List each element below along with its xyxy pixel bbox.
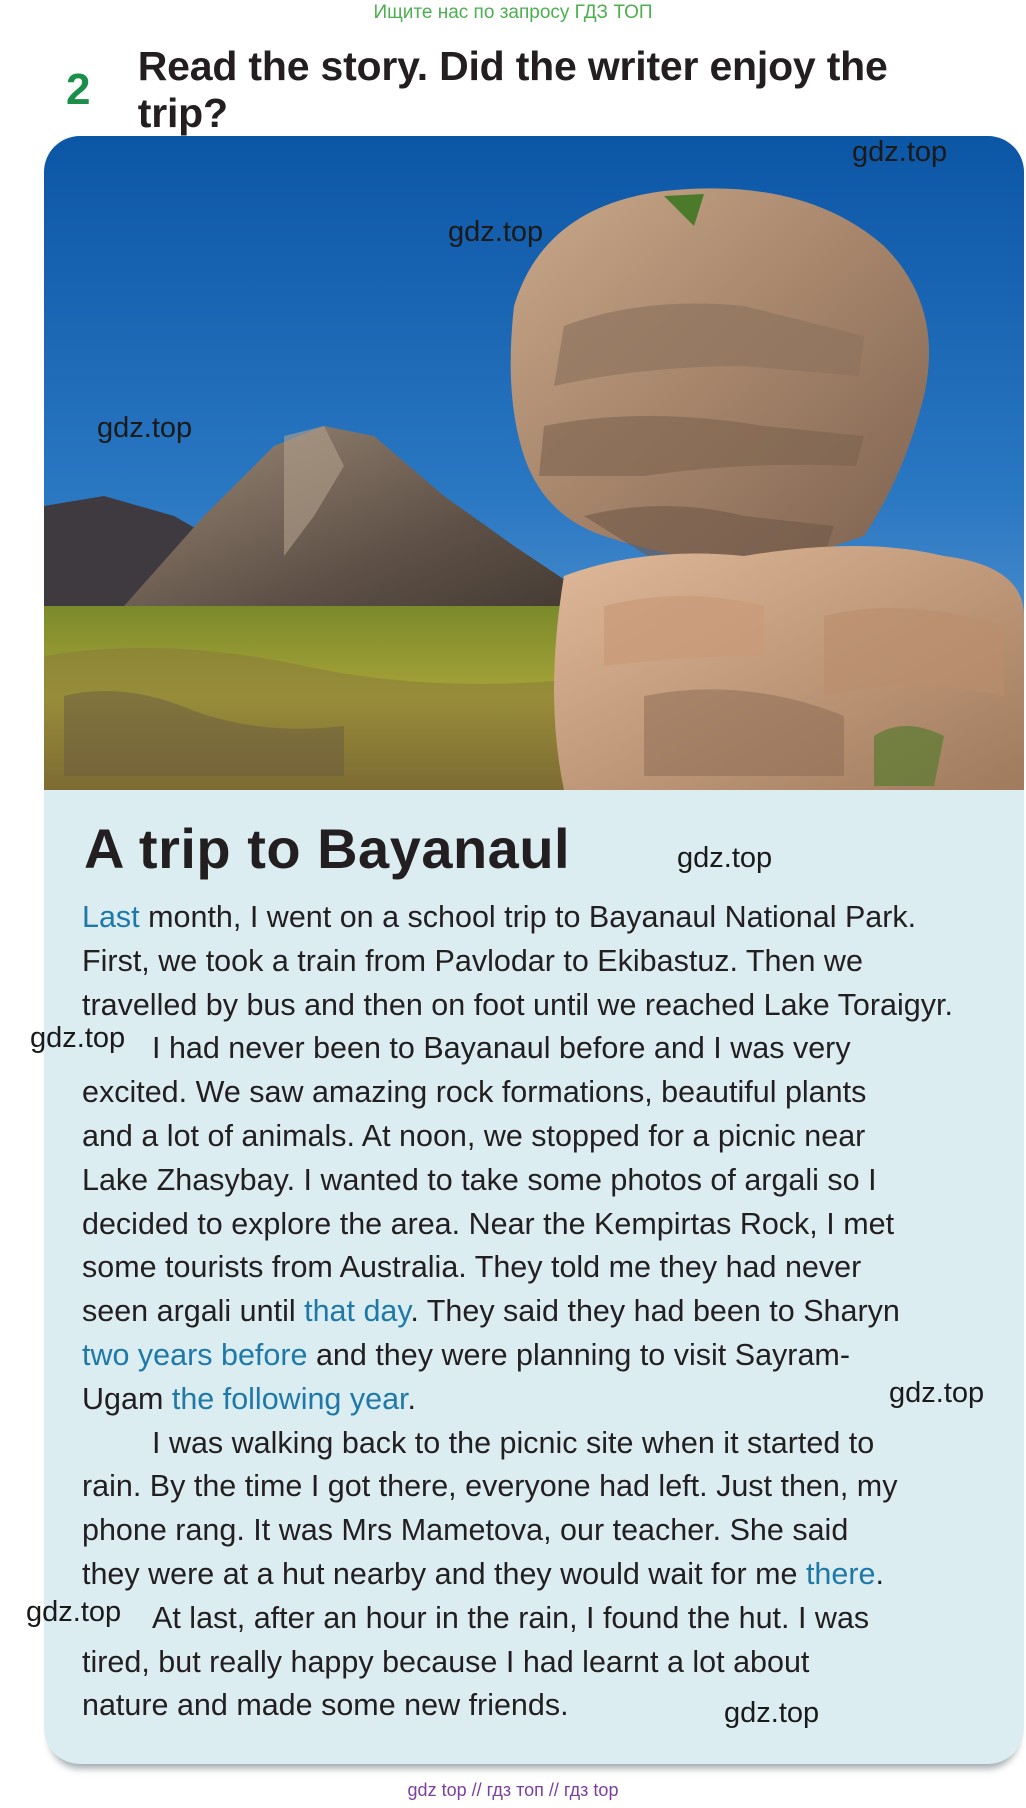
highlighted-time-expression: that day (304, 1294, 411, 1329)
story-text: some tourists from Australia. They told me they had never (82, 1250, 862, 1285)
story-line (82, 1553, 1024, 1597)
highlighted-time-expression: the following year (171, 1381, 408, 1416)
story-body (82, 896, 1024, 1728)
story-text: Ugam (82, 1381, 172, 1416)
story-line (82, 1159, 1024, 1203)
story-text: month, I went on a school trip to Bayanaul National Park. (139, 900, 917, 934)
story-line (82, 1071, 1024, 1115)
watermark: gdz.top (724, 1697, 820, 1729)
story-text: First, we took a train from Pavlodar to Ekibastuz. Then we (82, 943, 863, 978)
story-line (82, 1684, 1024, 1728)
story-line (82, 1203, 1024, 1247)
story-line (82, 1641, 1024, 1685)
story-line (82, 1115, 1024, 1159)
story-text: rain. By the time I got there, everyone had left. Just then, my (82, 1469, 898, 1504)
story-text: . (407, 1381, 417, 1416)
exercise-header (66, 43, 986, 136)
watermark: gdz.top (30, 1022, 126, 1054)
watermark: gdz.top (852, 136, 948, 168)
exercise-number: 2 (66, 65, 91, 114)
story-card (44, 136, 1024, 1764)
story-text: phone rang. It was Mrs Mametova, our teacher. She said (82, 1513, 849, 1548)
footer: gdz top // гдз топ // гдз top (407, 1780, 619, 1800)
highlighted-time-expression: Last (82, 900, 140, 934)
story-line (82, 984, 1024, 1028)
watermark: gdz.top (677, 842, 773, 874)
highlighted-time-expression: there (805, 1556, 876, 1591)
story-line (82, 1422, 1024, 1466)
story-text: they were at a hut nearby and they would wait for me (82, 1556, 806, 1591)
exercise-instruction: Read the story. Did the writer enjoy the trip? (137, 43, 888, 136)
story-text: travelled by bus and then on foot until we reached Lake Toraigyr. (82, 987, 953, 1022)
story-title: A trip to Bayanaul (84, 817, 571, 880)
watermark: gdz.top (97, 412, 193, 444)
story-line (82, 1378, 1024, 1422)
story-text: decided to explore the area. Near the Kempirtas Rock, I met (82, 1206, 895, 1241)
story-line (82, 896, 1024, 940)
story-text: At last, after an hour in the rain, I found the hut. I was (152, 1600, 870, 1635)
story-text: . They said they had been to Sharyn (410, 1294, 900, 1329)
story-line (82, 940, 1024, 984)
top-banner: Ищите нас по запросу ГДЗ ТОП (373, 2, 653, 23)
highlighted-time-expression: two years before (82, 1337, 308, 1372)
story-text: and they were planning to visit Sayram- (307, 1337, 850, 1372)
watermark: gdz.top (26, 1596, 122, 1628)
story-line (82, 1246, 1024, 1290)
story-text: seen argali until (82, 1294, 305, 1329)
story-text: I was walking back to the picnic site when it started to (152, 1425, 875, 1460)
story-text: and a lot of animals. At noon, we stopped for a picnic near (82, 1118, 866, 1153)
story-text: Lake Zhasybay. I wanted to take some photos of argali so I (82, 1162, 877, 1197)
story-line (82, 1597, 1024, 1641)
story-line (82, 1465, 1024, 1509)
story-line (82, 1290, 1024, 1334)
story-line (82, 1027, 1024, 1071)
story-text: tired, but really happy because I had learnt a lot about (82, 1644, 810, 1679)
story-text: I had never been to Bayanaul before and I was very (152, 1031, 851, 1066)
story-line (82, 1334, 1024, 1378)
story-text: excited. We saw amazing rock formations, beautiful plants (82, 1075, 867, 1110)
watermark: gdz.top (448, 216, 544, 248)
story-line (82, 1509, 1024, 1553)
watermark: gdz.top (889, 1377, 985, 1409)
story-text: nature and made some new friends. (82, 1688, 569, 1723)
story-text: . (875, 1556, 884, 1591)
